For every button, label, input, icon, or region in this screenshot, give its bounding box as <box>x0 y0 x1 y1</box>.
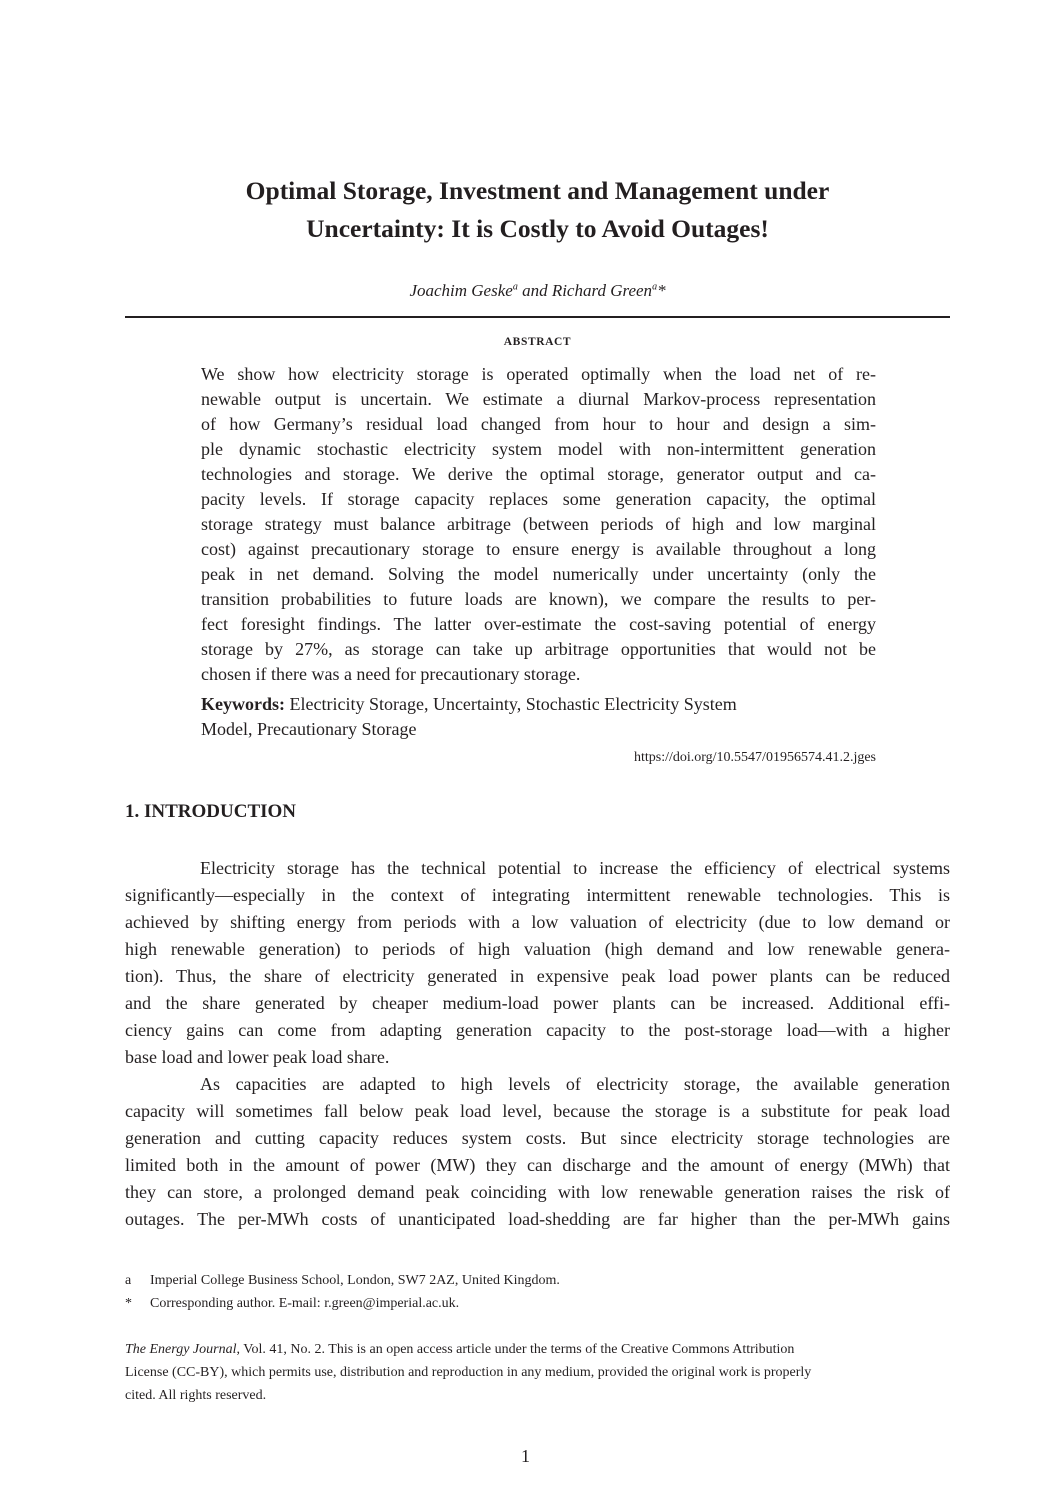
title-line-2: Uncertainty: It is Costly to Avoid Outages! <box>306 214 769 243</box>
footnote-corresponding <box>125 1292 950 1315</box>
footnote-text: Corresponding author. E-mail: r.green@imperial.ac.uk. <box>150 1296 460 1311</box>
body-line: generation and cutting capacity reduces system costs. But since electricity storage technologies are <box>125 1128 950 1148</box>
title-line-1: Optimal Storage, Investment and Management under <box>245 176 830 205</box>
keywords <box>201 692 876 742</box>
author-green: Richard Green <box>551 281 653 300</box>
body-text <box>125 855 950 1233</box>
abstract-line: newable output is uncertain. We estimate a diurnal Markov-process representation <box>201 389 876 409</box>
body-line: ciency gains can come from adapting generation capacity to the post-storage load—with a higher <box>125 1020 950 1040</box>
abstract-line: peak in net demand. Solving the model numerically under uncertainty (only the <box>201 564 876 584</box>
abstract-line: transition probabilities to future loads are known), we compare the results to per- <box>201 589 876 609</box>
affiliation-marker: a <box>512 281 518 293</box>
abstract-line: cost) against precautionary storage to ensure energy is available throughout a long <box>201 539 876 559</box>
body-line: outages. The per-MWh costs of unanticipated load-shedding are far higher than the per-MWh gains <box>125 1209 950 1229</box>
header-rule <box>125 316 950 318</box>
abstract-line: of how Germany’s residual load changed from hour to hour and design a sim- <box>201 414 876 434</box>
body-line: limited both in the amount of power (MW) they can discharge and the amount of energy (MWh) that <box>125 1155 950 1175</box>
keywords-line-1: Electricity Storage, Uncertainty, Stochastic Electricity System <box>285 694 737 714</box>
abstract-line: chosen if there was a need for precautionary storage. <box>201 664 581 684</box>
body-line: tion). Thus, the share of electricity generated in expensive peak load power plants can be reduced <box>125 966 950 986</box>
journal-name: The Energy Journal <box>125 1342 237 1357</box>
body-line: significantly—especially in the context of integrating intermittent renewable technologies. This is <box>125 885 950 905</box>
doi-link[interactable]: https://doi.org/10.5547/01956574.41.2.jges <box>633 750 876 765</box>
abstract-line: fect foresight findings. The latter over-estimate the cost-saving potential of energy <box>201 614 876 634</box>
footnote-marker: * <box>125 1296 132 1311</box>
keywords-label: Keywords: <box>201 694 285 714</box>
abstract-line: storage strategy must balance arbitrage (between periods of high and low marginal <box>201 514 876 534</box>
author-connector: and <box>517 281 552 300</box>
abstract-line: We show how electricity storage is operated optimally when the load net of re- <box>201 364 876 384</box>
footnote-marker: a <box>125 1273 132 1288</box>
paper-title <box>125 172 950 248</box>
footnote-affiliation <box>125 1269 950 1292</box>
footnote-text: Imperial College Business School, London, SW7 2AZ, United Kingdom. <box>150 1273 560 1288</box>
corresponding-star: * <box>657 281 666 300</box>
body-line: and the share generated by cheaper medium-load power plants can be increased. Additional effi- <box>125 993 950 1013</box>
body-line: base load and lower peak load share. <box>125 1047 390 1067</box>
author-geske: Joachim Geske <box>409 281 513 300</box>
abstract-line: storage by 27%, as storage can take up arbitrage opportunities that would not be <box>201 639 876 659</box>
body-line: Electricity storage has the technical potential to increase the efficiency of electrical systems <box>200 858 950 878</box>
body-line: As capacities are adapted to high levels of electricity storage, the available generation <box>200 1074 950 1094</box>
copyright-line-1: , Vol. 41, No. 2. This is an open access article under the terms of the Creative Commons Attribution <box>236 1342 795 1357</box>
section-heading: 1. INTRODUCTION <box>125 801 297 822</box>
author-line <box>125 281 950 301</box>
body-line: achieved by shifting energy from periods with a low valuation of electricity (due to low demand or <box>125 912 950 932</box>
keywords-line-2: Model, Precautionary Storage <box>201 719 417 739</box>
body-line: capacity will sometimes fall below peak load level, because the storage is a substitute for peak load <box>125 1101 950 1121</box>
abstract-line: ple dynamic stochastic electricity system model with non-intermittent generation <box>201 439 876 459</box>
affiliation-marker: a <box>652 281 658 293</box>
abstract-text <box>201 362 876 687</box>
abstract-line: technologies and storage. We derive the optimal storage, generator output and ca- <box>201 464 876 484</box>
copyright-line-3: cited. All rights reserved. <box>125 1388 267 1403</box>
body-line: high renewable generation) to periods of high valuation (high demand and low renewable genera- <box>125 939 950 959</box>
abstract-line: pacity levels. If storage capacity replaces some generation capacity, the optimal <box>201 489 876 509</box>
page-number: 1 <box>521 1446 530 1466</box>
copyright-line-2: License (CC-BY), which permits use, distribution and reproduction in any medium, provided the original work is properly <box>125 1365 812 1380</box>
abstract-heading: ABSTRACT <box>503 336 572 348</box>
copyright-notice <box>125 1338 950 1407</box>
body-line: they can store, a prolonged demand peak coinciding with low renewable generation raises the risk of <box>125 1182 950 1202</box>
